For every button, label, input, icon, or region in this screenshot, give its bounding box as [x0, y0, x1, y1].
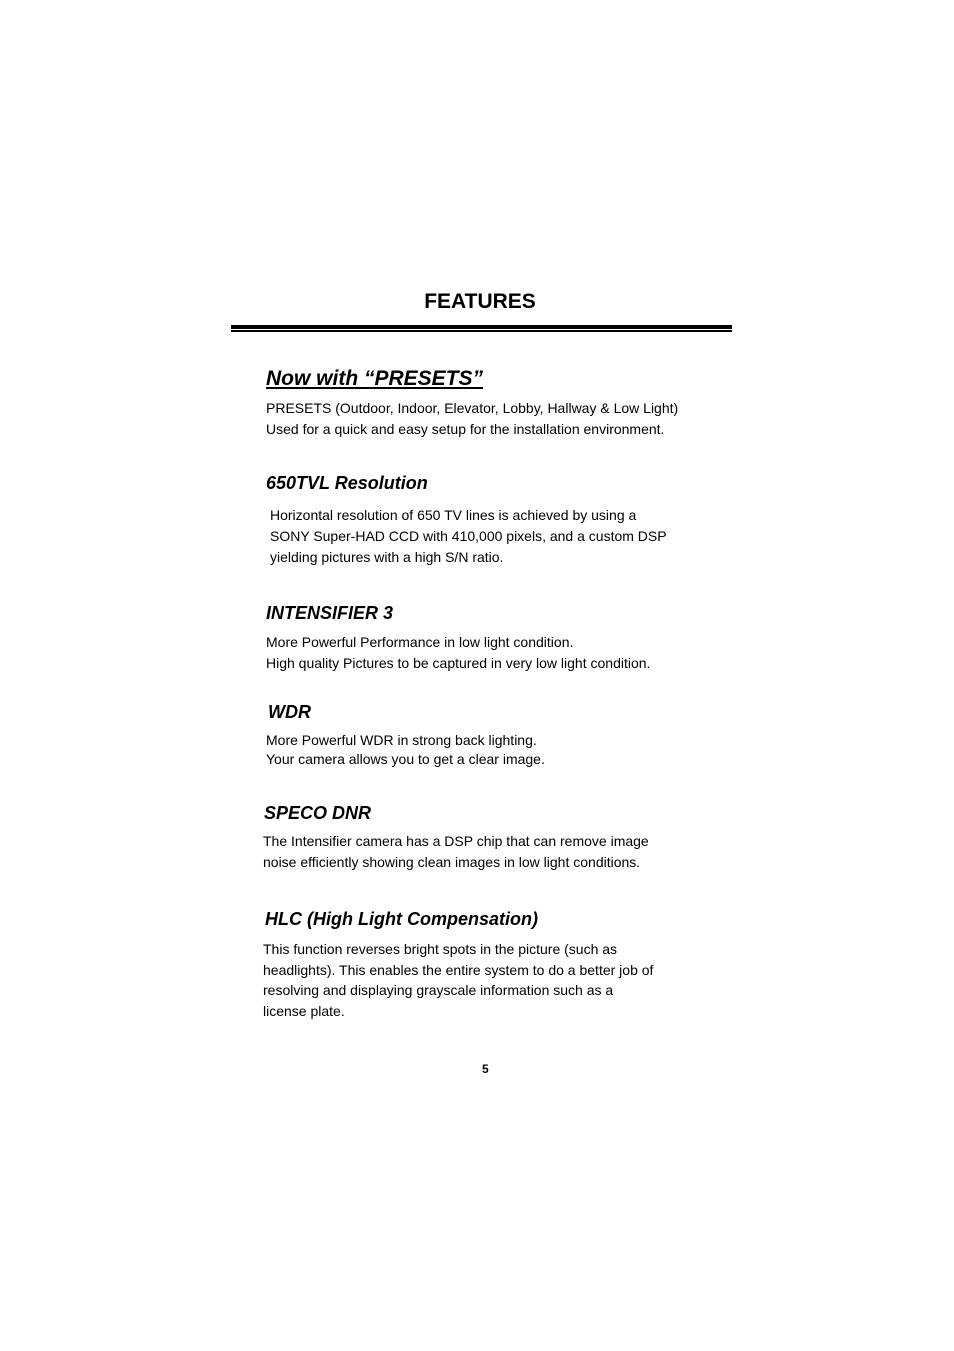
paragraph-line: This function reverses bright spots in the picture (such as: [263, 941, 618, 957]
paragraph-resolution: [270, 505, 667, 568]
heading-speco-dnr: SPECO DNR: [264, 803, 372, 823]
paragraph-line: Used for a quick and easy setup for the installation environment.: [266, 421, 665, 437]
paragraph-line: Your camera allows you to get a clear image.: [266, 751, 545, 767]
heading-presets: Now with “PRESETS”: [266, 367, 484, 390]
heading-wdr: WDR: [268, 702, 311, 722]
paragraph-line: yielding pictures with a high S/N ratio.: [270, 549, 504, 565]
paragraph-line: noise efficiently showing clean images in low light conditions.: [263, 854, 641, 870]
paragraph-line: license plate.: [263, 1003, 345, 1020]
page-number: 5: [482, 1062, 489, 1076]
paragraph-line: More Powerful Performance in low light condition.: [266, 634, 574, 650]
paragraph-line: PRESETS (Outdoor, Indoor, Elevator, Lobby, Hallway & Low Light): [266, 400, 679, 416]
paragraph-line: The Intensifier camera has a DSP chip that can remove image: [263, 833, 649, 849]
paragraph-presets: [266, 398, 678, 440]
paragraph-line: High quality Pictures to be captured in very low light condition.: [266, 655, 651, 671]
paragraph-wdr: [266, 731, 545, 769]
paragraph-line: More Powerful WDR in strong back lighting.: [266, 732, 537, 748]
heading-intensifier: INTENSIFIER 3: [266, 603, 394, 623]
paragraph-line: resolving and displaying grayscale information such as a: [263, 982, 614, 999]
title-rule-thick: [231, 325, 732, 329]
paragraph-hlc: [263, 939, 653, 1022]
paragraph-speco-dnr: [263, 831, 649, 873]
title-rule-thin: [231, 330, 732, 332]
heading-hlc: HLC (High Light Compensation): [265, 909, 538, 929]
paragraph-intensifier: [266, 632, 650, 674]
paragraph-line: SONY Super-HAD CCD with 410,000 pixels, and a custom DSP: [270, 528, 667, 544]
paragraph-line: Horizontal resolution of 650 TV lines is achieved by using a: [270, 507, 637, 523]
paragraph-line: headlights). This enables the entire system to do a better job of: [263, 961, 654, 978]
page-title: FEATURES: [424, 290, 536, 313]
heading-resolution: 650TVL Resolution: [266, 473, 428, 493]
